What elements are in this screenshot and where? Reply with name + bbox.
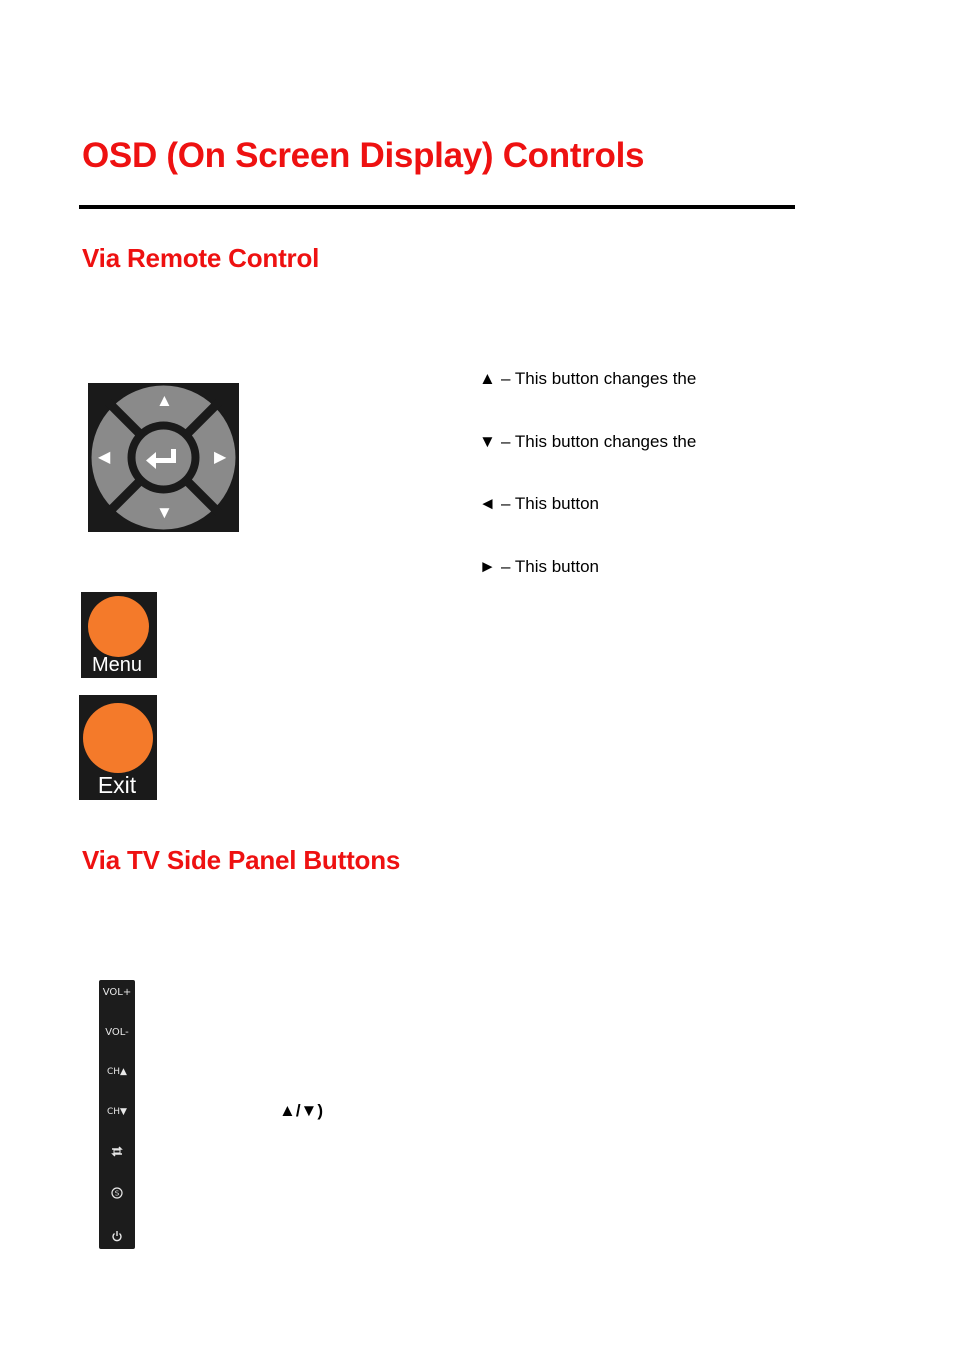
dpad-down-icon: ▼: [156, 503, 173, 522]
desc-left: [479, 494, 599, 514]
dpad-left-icon: ◀: [98, 449, 111, 466]
side-panel-image: [99, 980, 135, 1249]
side-panel-section-heading: Via TV Side Panel Buttons: [82, 845, 401, 875]
exit-button-circle: [83, 703, 153, 773]
desc-right-text: – This button: [501, 557, 599, 576]
dpad-up-icon: ▲: [156, 391, 173, 410]
panel-vol-down-label: VOL-: [105, 1027, 129, 1038]
menu-m-icon: [99, 1187, 135, 1202]
svg-text:S: S: [114, 1189, 120, 1198]
input-source-icon: [99, 1146, 135, 1161]
menu-button-circle: [88, 596, 149, 657]
remote-dpad-image: [88, 383, 239, 532]
desc-left-text: – This button: [501, 494, 599, 513]
panel-ch-up-label: CH▲: [107, 1067, 127, 1077]
title-divider: [79, 205, 795, 209]
menu-button-image: [81, 592, 157, 678]
desc-down-text: – This button changes the: [501, 432, 697, 451]
exit-button-image: [79, 695, 157, 800]
desc-down: [479, 432, 696, 452]
dpad-right-icon: ▶: [214, 449, 227, 466]
power-icon: [99, 1230, 135, 1245]
right-arrow-icon: ►: [479, 557, 496, 576]
desc-up: [479, 369, 696, 389]
down-arrow-icon: ▼: [479, 432, 496, 451]
panel-vol-up-label: VOL+: [102, 987, 132, 998]
exit-button-label: Exit: [97, 772, 137, 798]
page-title: OSD (On Screen Display) Controls: [82, 136, 645, 175]
left-arrow-icon: ◄: [479, 494, 496, 513]
menu-button-label: Menu: [91, 654, 143, 676]
desc-right: [479, 557, 599, 577]
desc-up-text: – This button changes the: [501, 369, 697, 388]
panel-ch-down-label: CH▼: [107, 1107, 127, 1117]
up-arrow-icon: ▲: [479, 369, 496, 388]
remote-section-heading: Via Remote Control: [82, 243, 320, 273]
channel-arrows-text: ▲/▼): [279, 1101, 324, 1120]
